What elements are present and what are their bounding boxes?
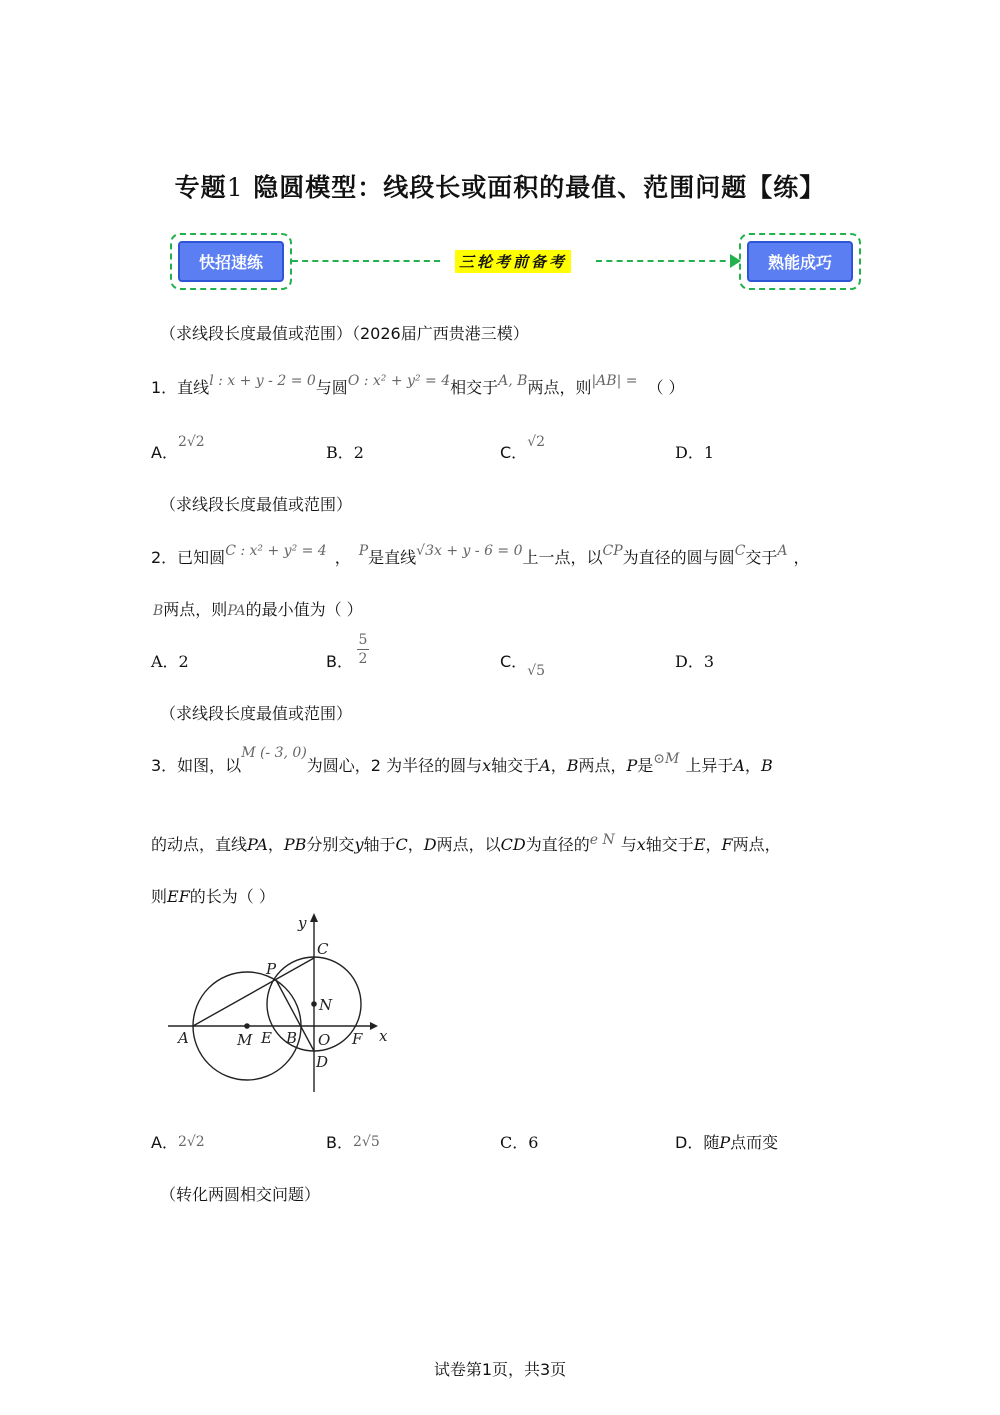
label-a: A bbox=[178, 1029, 189, 1047]
section-label: （转化两圆相交问题） bbox=[160, 1185, 321, 1204]
label-f: F bbox=[352, 1030, 363, 1048]
question-2-stem: 2．已知圆C : x² + y² = 4 ， P是直线√3x + y - 6 = 0上一点，以CP为直径的圆与圆C交于A ， bbox=[151, 543, 810, 567]
q1-option-d[interactable]: D．1 bbox=[675, 443, 715, 462]
section-label: （求线段长度最值或范围）（2026届广西贵港三模） bbox=[160, 324, 529, 343]
section-label: （求线段长度最值或范围） bbox=[160, 495, 353, 514]
banner-left-label: 快招速练 bbox=[178, 241, 284, 282]
q3-geometry-figure bbox=[160, 910, 400, 1100]
y-axis-arrow-icon bbox=[310, 913, 318, 922]
label-o: O bbox=[318, 1031, 331, 1049]
banner-dash-left bbox=[292, 260, 440, 262]
page-title: 专题1 隐圆模型：线段长或面积的最值、范围问题【练】 bbox=[174, 173, 826, 202]
page-footer: 试卷第1页，共3页 bbox=[433, 1360, 567, 1379]
label-x: x bbox=[379, 1027, 388, 1045]
q1-option-b[interactable]: B．2 bbox=[326, 443, 364, 462]
q2-option-a[interactable]: A．2 bbox=[151, 652, 189, 671]
x-axis-arrow-icon bbox=[370, 1022, 378, 1030]
banner-right-label: 熟能成巧 bbox=[747, 241, 853, 282]
q1-option-c[interactable]: C．√2 bbox=[500, 434, 546, 462]
question-3-stem: 3．如图，以M (- 3, 0)为圆心，2 为半径的圆与x轴交于A，B两点，P是⊙M 上异于A，B bbox=[151, 745, 773, 775]
q3-option-b[interactable]: B．2√5 bbox=[326, 1133, 380, 1152]
question-3-stem-line2: 的动点，直线PA，PB分别交y轴于C，D两点，以CD为直径的e N 与x轴交于E，F两点， bbox=[151, 832, 781, 854]
label-c: C bbox=[317, 940, 329, 958]
point-m bbox=[244, 1023, 250, 1029]
label-y: y bbox=[298, 914, 307, 932]
q2-option-b[interactable]: B． bbox=[326, 652, 353, 671]
q3-option-c[interactable]: C．6 bbox=[500, 1133, 539, 1152]
q1-option-a[interactable]: A．2√2 bbox=[151, 434, 205, 462]
label-n: N bbox=[319, 996, 333, 1014]
question-3-stem-line3: 则EF的长为（ ） bbox=[151, 887, 275, 906]
label-p: P bbox=[266, 960, 277, 978]
q2-option-b-fraction: 5 2 bbox=[358, 632, 368, 667]
banner-left-box bbox=[170, 233, 292, 290]
section-label: （求线段长度最值或范围） bbox=[160, 704, 353, 723]
banner-dash-right bbox=[596, 260, 736, 262]
q2-option-c[interactable]: C．√5 bbox=[500, 652, 546, 679]
banner-center-label: 三轮考前备考 bbox=[455, 250, 571, 273]
label-d: D bbox=[316, 1053, 329, 1071]
question-1-stem: 1．直线l : x + y - 2 = 0与圆O : x² + y² = 4相交于A, B两点，则|AB| = （ ） bbox=[151, 373, 685, 397]
label-m: M bbox=[237, 1031, 253, 1049]
label-e: E bbox=[261, 1029, 272, 1047]
q3-option-d[interactable]: D．随P点而变 bbox=[675, 1133, 779, 1152]
question-2-stem-line2: B两点，则PA的最小值为（ ） bbox=[153, 600, 363, 619]
banner-right-box bbox=[739, 233, 861, 290]
q2-option-d[interactable]: D．3 bbox=[675, 652, 715, 671]
label-b: B bbox=[286, 1029, 298, 1047]
q3-option-a[interactable]: A．2√2 bbox=[151, 1133, 205, 1152]
point-n bbox=[311, 1001, 317, 1007]
